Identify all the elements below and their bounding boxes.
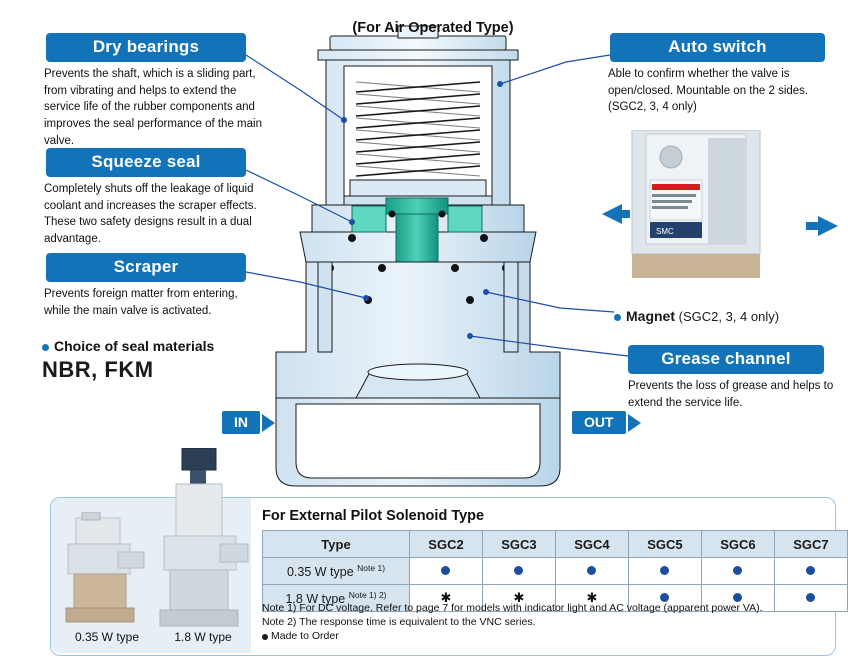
callout-header-squeeze-seal: Squeeze seal bbox=[46, 148, 246, 177]
seal-materials-heading: Choice of seal materials bbox=[42, 338, 292, 354]
magnet-suffix: (SGC2, 3, 4 only) bbox=[678, 309, 780, 324]
mark-dot-icon bbox=[587, 566, 596, 575]
photo-caption-035w: 0.35 W type bbox=[74, 630, 140, 644]
callout-header-grease-channel: Grease channel bbox=[628, 345, 824, 374]
note-1: Note 1) For DC voltage. Refer to page 7 for models with indicator light and AC voltage (apparent power VA). bbox=[262, 602, 763, 614]
flow-in-tag bbox=[222, 411, 275, 434]
pilot-table-title: For External Pilot Solenoid Type bbox=[262, 508, 485, 524]
table-header-sgc4: SGC4 bbox=[555, 531, 628, 558]
callout-text-dry-bearings: Prevents the shaft, which is a sliding part, from vibrating and helps to extend the service life of the rubber components and improves the seal performance of the main valve. bbox=[44, 68, 262, 147]
mark-dot-icon bbox=[660, 566, 669, 575]
callout-magnet bbox=[614, 308, 844, 324]
mark-star-icon: ✱ bbox=[440, 590, 452, 605]
table-header-sgc7: SGC7 bbox=[774, 531, 847, 558]
mark-dot-icon bbox=[441, 566, 450, 575]
auto-switch-photo bbox=[600, 130, 840, 290]
table-cell bbox=[482, 558, 555, 585]
table-cell bbox=[410, 558, 483, 585]
table-cell bbox=[628, 558, 701, 585]
mark-dot-icon bbox=[514, 566, 523, 575]
bullet-dot-icon bbox=[42, 344, 49, 351]
callout-header-scraper: Scraper bbox=[46, 253, 246, 282]
magnet-label: Magnet bbox=[626, 308, 675, 324]
seal-materials-block bbox=[42, 338, 292, 383]
table-notes bbox=[262, 601, 802, 644]
mark-star-icon: ✱ bbox=[513, 590, 525, 605]
table-cell bbox=[701, 558, 774, 585]
arrow-right-icon bbox=[628, 414, 641, 432]
bullet-dot-icon bbox=[262, 634, 268, 640]
mark-star-icon: ✱ bbox=[586, 590, 598, 605]
seal-materials-values: NBR, FKM bbox=[42, 357, 154, 382]
callout-header-auto-switch: Auto switch bbox=[610, 33, 825, 62]
table-header-sgc6: SGC6 bbox=[701, 531, 774, 558]
table-row-label: 0.35 W type $^{Note 1)}$ bbox=[263, 558, 410, 585]
pilot-solenoid-table bbox=[262, 530, 848, 612]
made-to-order-note: Made to Order bbox=[262, 629, 802, 643]
callout-text-squeeze-seal: Completely shuts off the leakage of liquid coolant and increases the scraper effects. These two safety designs result in a dual advantage. bbox=[44, 183, 257, 246]
table-row-label: 1.8 W type $^{Note 1) 2)}$ bbox=[263, 585, 410, 612]
bullet-dot-icon bbox=[614, 314, 621, 321]
diagram-title: (For Air Operated Type) bbox=[352, 20, 514, 36]
table-cell bbox=[774, 558, 847, 585]
mark-dot-icon bbox=[806, 593, 815, 602]
flow-out-tag bbox=[572, 411, 641, 434]
flow-out-label: OUT bbox=[572, 411, 626, 434]
photo-18w-valve bbox=[150, 448, 260, 630]
flow-in-label: IN bbox=[222, 411, 260, 434]
photo-caption-18w: 1.8 W type bbox=[174, 630, 232, 644]
note-2: Note 2) The response time is equivalent to the VNC series. bbox=[262, 616, 536, 629]
svg-text:SMC: SMC bbox=[656, 227, 674, 236]
callout-text-grease-channel: Prevents the loss of grease and helps to extend the service life. bbox=[628, 380, 834, 409]
callout-text-scraper: Prevents foreign matter from entering, while the main valve is activated. bbox=[44, 288, 238, 317]
callout-text-auto-switch: Able to confirm whether the valve is open/closed. Mountable on the 2 sides. (SGC2, 3, 4 only) bbox=[608, 68, 809, 114]
table-row bbox=[263, 558, 848, 585]
table-header-row bbox=[263, 531, 848, 558]
table-cell bbox=[555, 558, 628, 585]
arrow-right-icon bbox=[262, 414, 275, 432]
table-header-sgc2: SGC2 bbox=[410, 531, 483, 558]
table-header-type: Type bbox=[263, 531, 410, 558]
table-header-sgc3: SGC3 bbox=[482, 531, 555, 558]
photo-035w-valve bbox=[58, 512, 158, 630]
table-header-sgc5: SGC5 bbox=[628, 531, 701, 558]
mark-dot-icon bbox=[733, 566, 742, 575]
mark-dot-icon bbox=[806, 566, 815, 575]
callout-header-dry-bearings: Dry bearings bbox=[46, 33, 246, 62]
